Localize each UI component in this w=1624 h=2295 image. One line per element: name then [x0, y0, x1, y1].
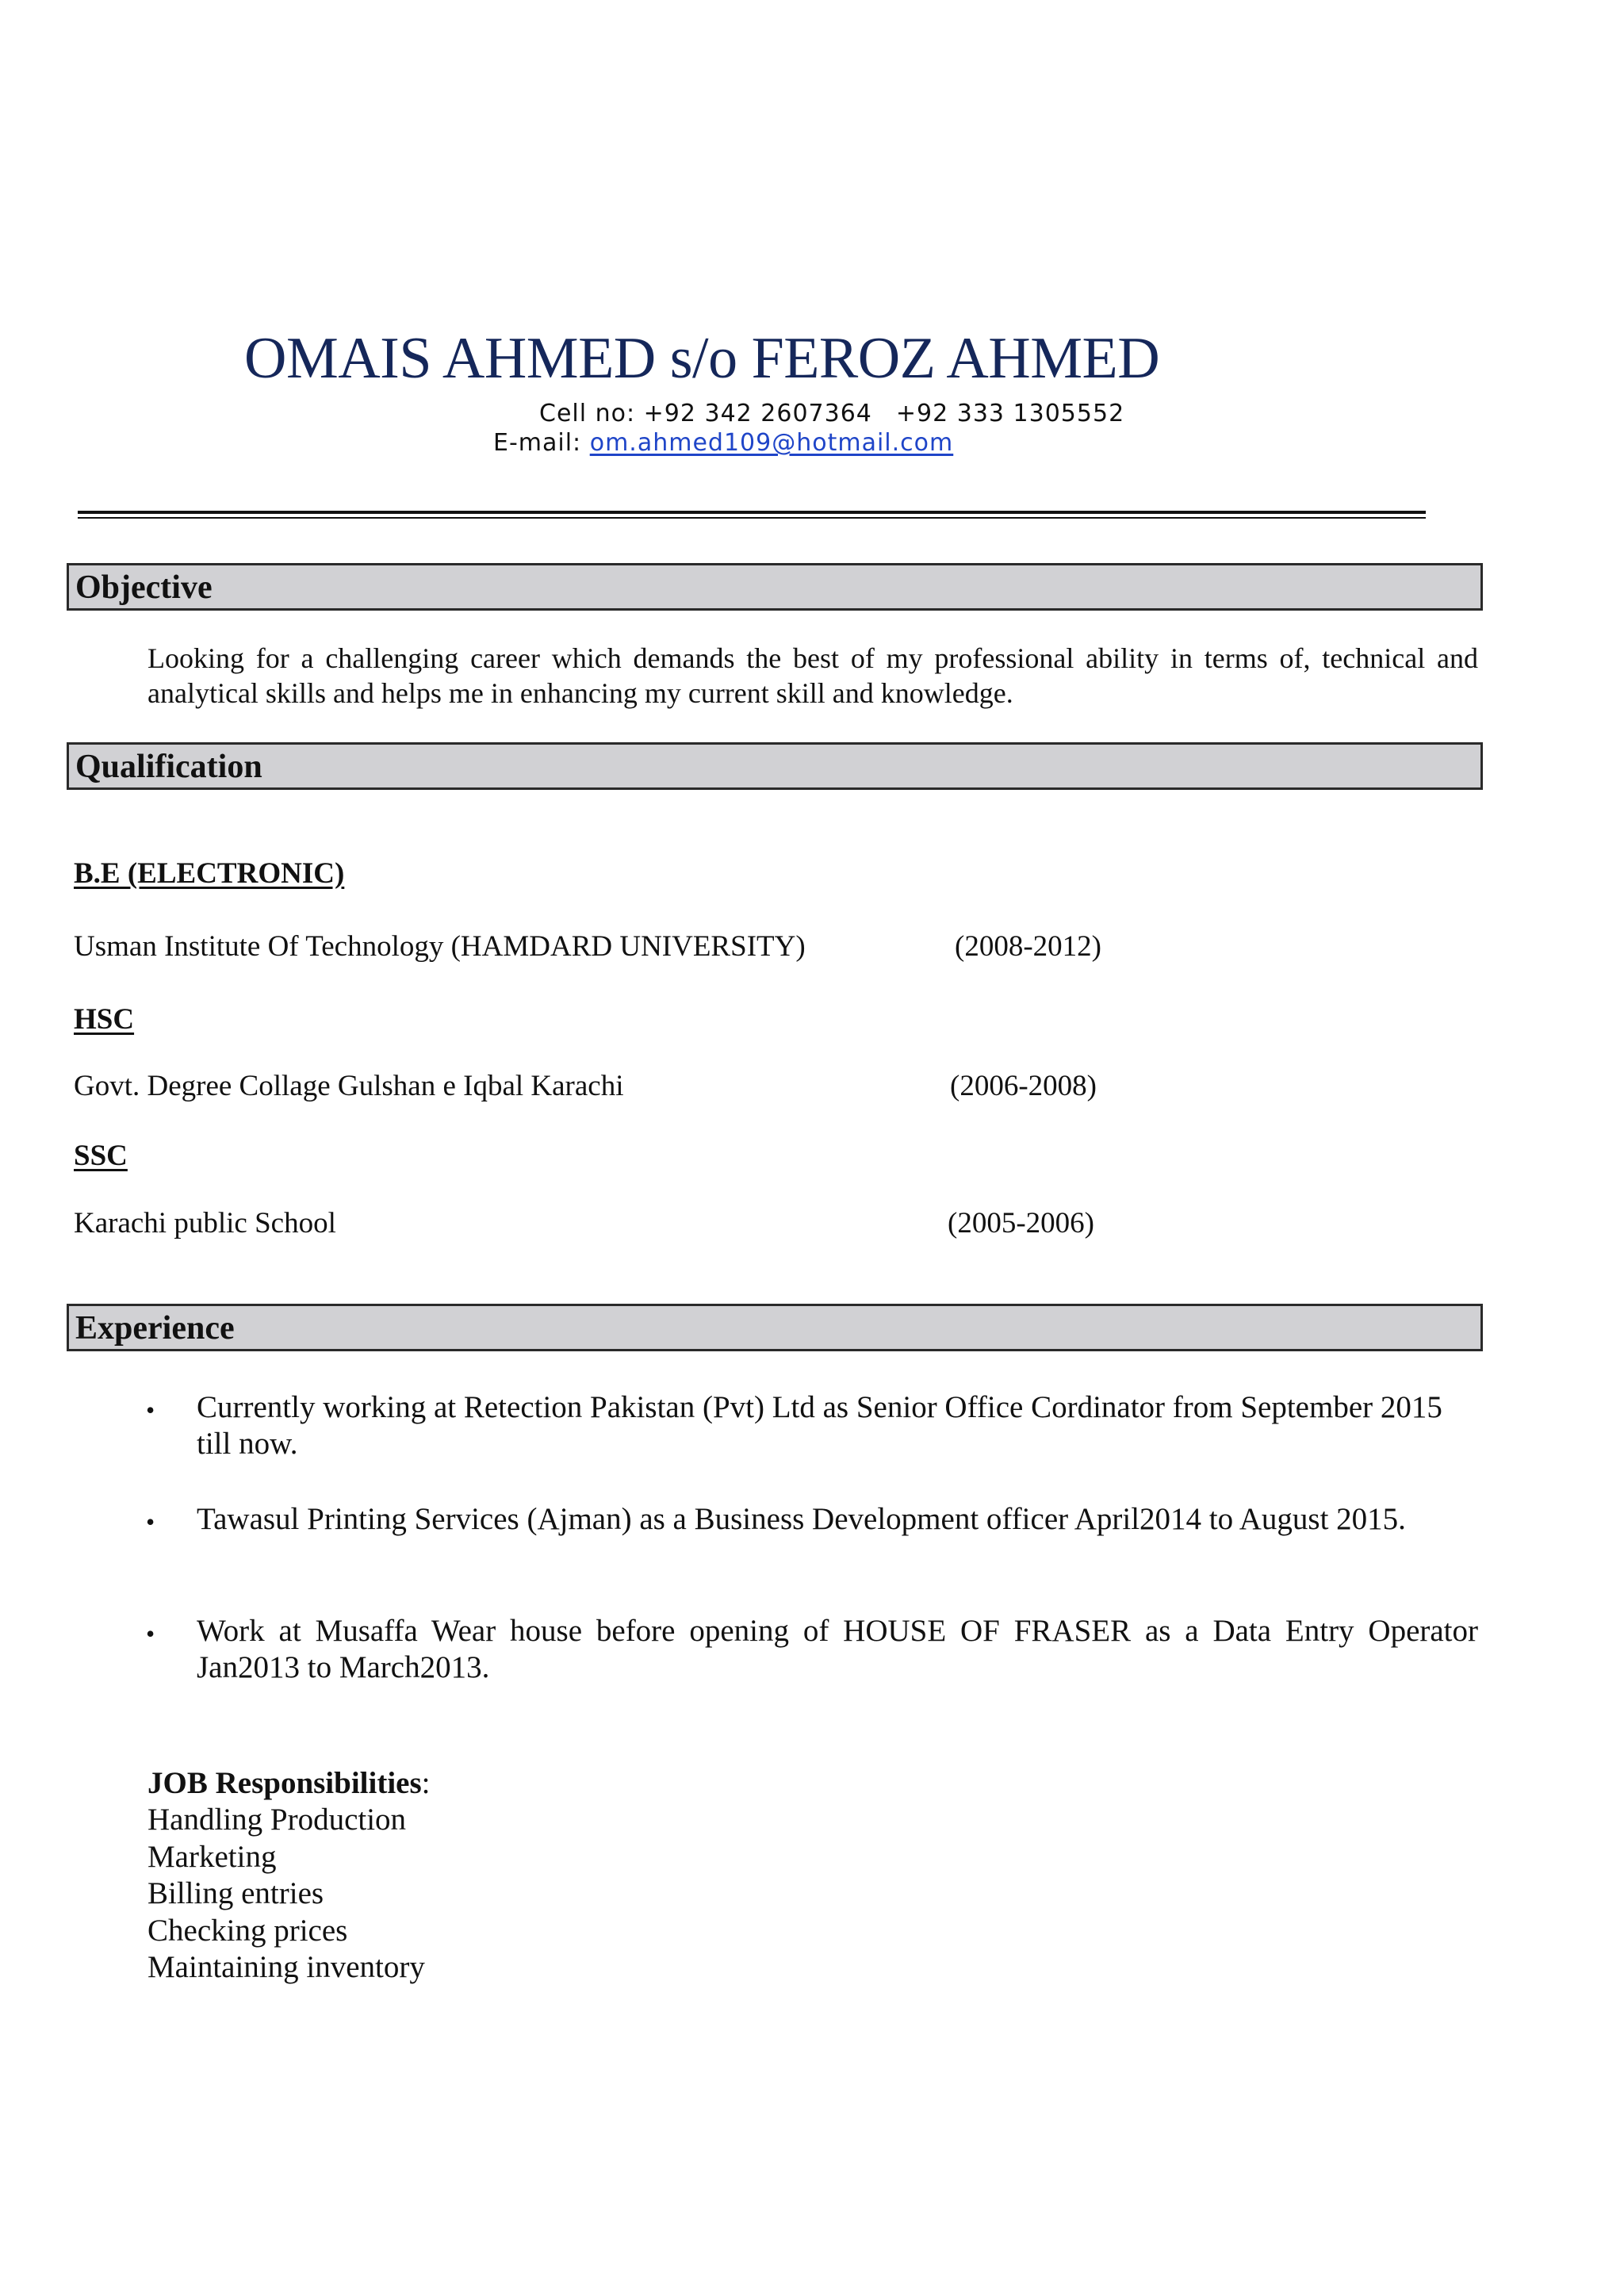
degree-title: B.E (ELECTRONIC)	[74, 857, 345, 890]
header-divider-thin	[78, 517, 1426, 519]
list-item: Maintaining inventory	[147, 1950, 425, 1984]
bullet-icon: •	[146, 1508, 155, 1536]
section-title-objective: Objective	[75, 569, 213, 606]
cell-number-1: +92 342 2607364	[643, 400, 872, 427]
bullet-icon: •	[146, 1619, 155, 1648]
section-header-qualification	[67, 742, 1483, 790]
objective-text: Looking for a challenging career which demands the best of my professional ability in terms of, technical and analytical skills and helps me in enhancing my current skill and knowledge.	[147, 642, 1478, 709]
experience-item: Tawasul Printing Services (Ajman) as a Business Development officer April2014 to August 2015.	[197, 1502, 1406, 1536]
job-heading-label: JOB Responsibilities	[147, 1766, 422, 1800]
section-header-experience	[67, 1304, 1483, 1351]
job-responsibilities-heading	[147, 1765, 431, 1801]
degree-title: HSC	[74, 1003, 135, 1036]
list-item: Checking prices	[147, 1913, 348, 1948]
study-years: (2005-2006)	[948, 1207, 1094, 1239]
list-item: Marketing	[147, 1839, 277, 1874]
job-heading-colon: :	[421, 1766, 431, 1800]
email-link[interactable]: om.ahmed109@hotmail.com	[589, 429, 954, 457]
cell-label: Cell no:	[539, 400, 636, 427]
list-item: Handling Production	[147, 1803, 407, 1837]
institute-name: Govt. Degree Collage Gulshan e Iqbal Karachi	[74, 1070, 624, 1102]
degree-title: SSC	[74, 1140, 128, 1172]
section-header-objective	[67, 563, 1483, 611]
section-title-experience: Experience	[75, 1310, 235, 1347]
email-label: E-mail:	[493, 429, 582, 457]
responsibilities-list	[147, 1802, 425, 1987]
bullet-icon: •	[146, 1396, 155, 1424]
candidate-name: OMAIS AHMED s/o FEROZ AHMED	[244, 326, 1160, 391]
section-title-qualification: Qualification	[75, 749, 262, 785]
experience-item: Currently working at Retection Pakistan (Pvt) Ltd as Senior Office Cordinator from September 2015 till now.	[197, 1390, 1442, 1461]
institute-name: Usman Institute Of Technology (HAMDARD UNIVERSITY)	[74, 930, 806, 963]
experience-item: Work at Musaffa Wear house before opening of HOUSE OF FRASER as a Data Entry Operator Jan2013 to March2013.	[197, 1614, 1478, 1684]
email-line	[493, 429, 953, 457]
header-divider-thick	[78, 511, 1426, 514]
study-years: (2006-2008)	[950, 1070, 1097, 1102]
institute-name: Karachi public School	[74, 1207, 336, 1239]
cell-number-line	[539, 400, 1124, 427]
study-years: (2008-2012)	[955, 930, 1101, 963]
list-item: Billing entries	[147, 1876, 324, 1910]
cell-number-2: +92 333 1305552	[895, 400, 1125, 427]
